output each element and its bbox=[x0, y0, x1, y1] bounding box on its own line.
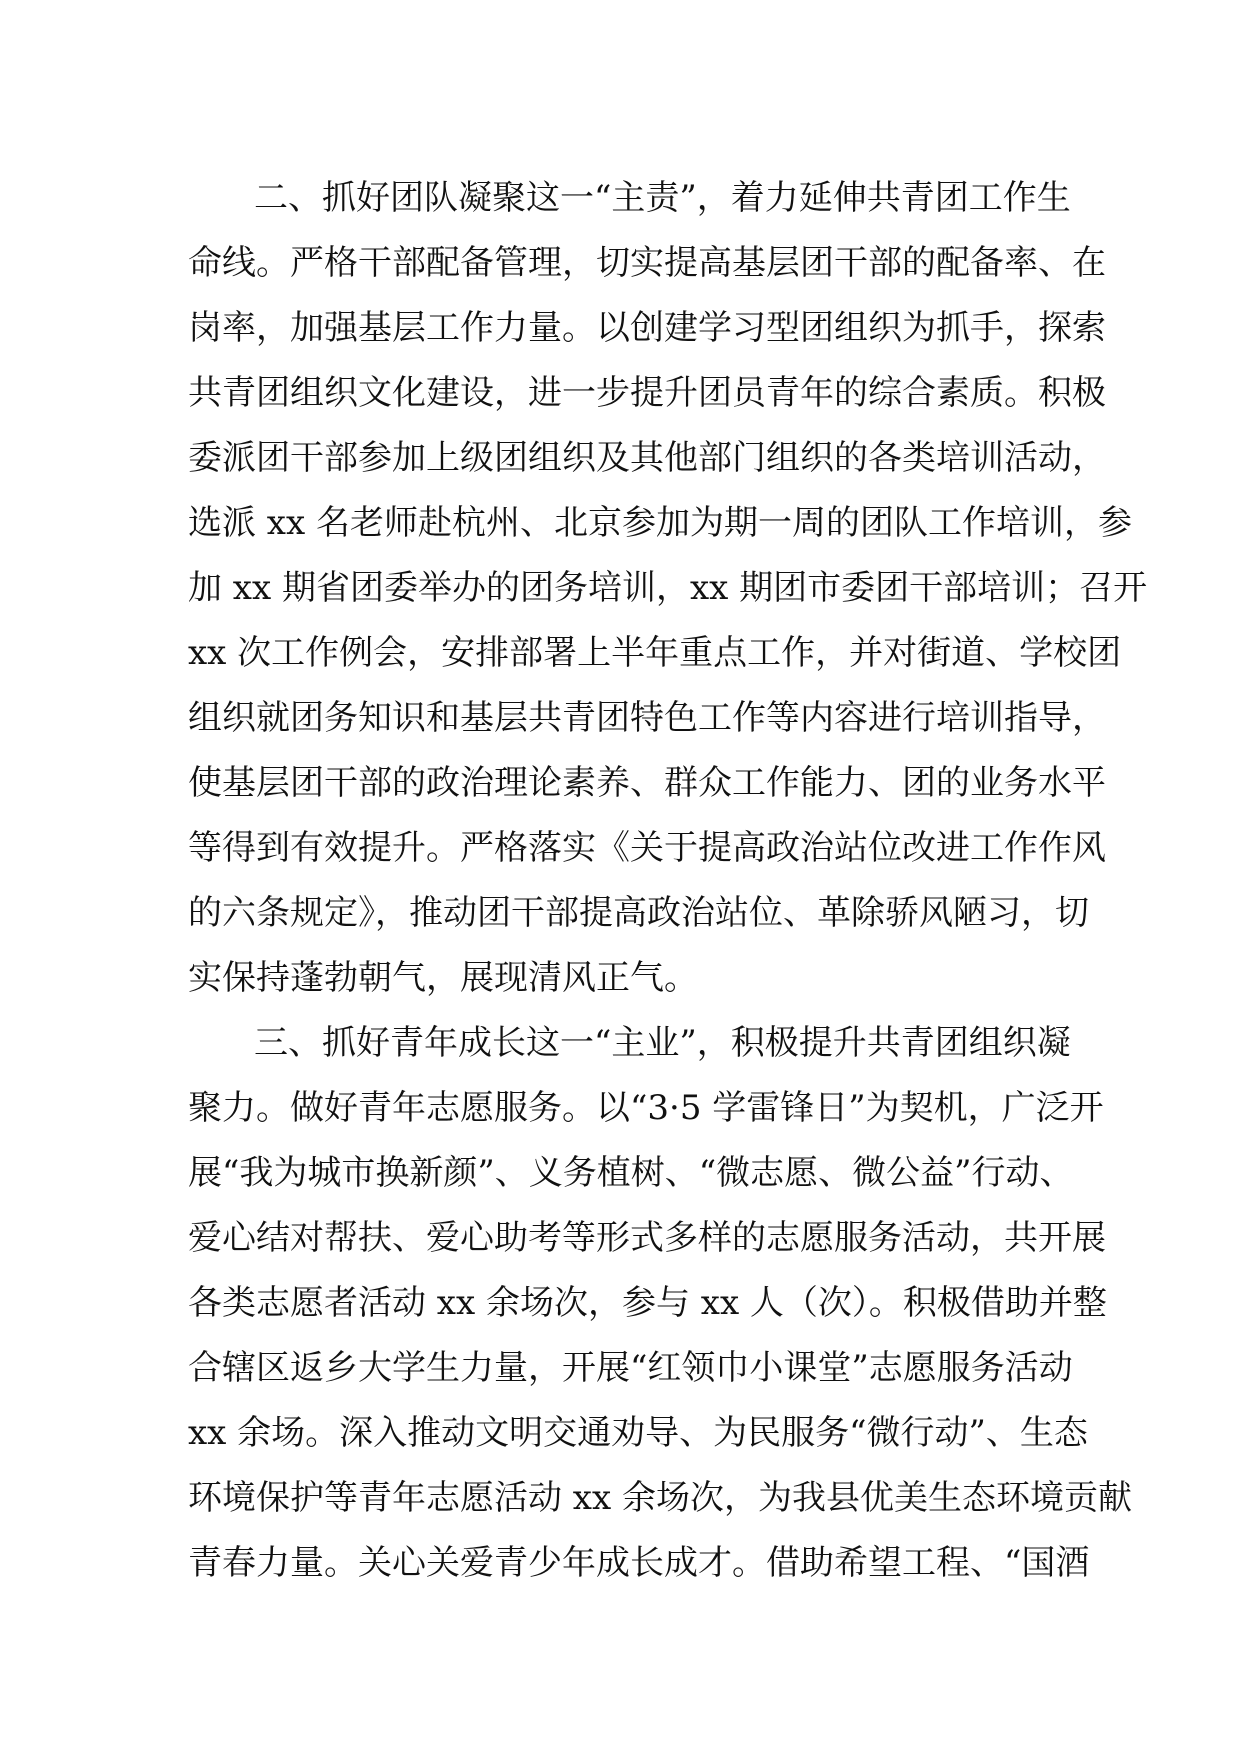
paragraph-line: 二、抓好团队凝聚这一“主责”，着力延伸共青团工作生 bbox=[254, 178, 1071, 218]
paragraph-line: 使基层团干部的政治理论素养、群众工作能力、团的业务水平 bbox=[188, 763, 1106, 803]
paragraph-line: 加 xx 期省团委举办的团务培训，xx 期团市委团干部培训；召开 bbox=[188, 568, 1148, 608]
paragraph-line: 环境保护等青年志愿活动 xx 余场次，为我县优美生态环境贡献 bbox=[188, 1478, 1132, 1518]
paragraph-line: xx 次工作例会，安排部署上半年重点工作，并对街道、学校团 bbox=[188, 633, 1122, 673]
paragraph-line: 组织就团务知识和基层共青团特色工作等内容进行培训指导， bbox=[188, 698, 1106, 738]
paragraph-line: 爱心结对帮扶、爱心助考等形式多样的志愿服务活动，共开展 bbox=[188, 1218, 1106, 1258]
paragraph-section-3 bbox=[188, 1011, 1132, 1596]
paragraph-line: xx 余场。深入推动文明交通劝导、为民服务“微行动”、生态 bbox=[188, 1413, 1088, 1453]
document-body bbox=[188, 166, 1148, 1596]
paragraph-line: 选派 xx 名老师赴杭州、北京参加为期一周的团队工作培训，参 bbox=[188, 503, 1132, 543]
paragraph-line: 合辖区返乡大学生力量，开展“红领巾小课堂”志愿服务活动 bbox=[188, 1348, 1073, 1388]
paragraph-line: 实保持蓬勃朝气，展现清风正气。 bbox=[188, 958, 698, 998]
paragraph-line: 的六条规定》，推动团干部提高政治站位、革除骄风陋习，切 bbox=[188, 893, 1089, 933]
paragraph-line: 岗率，加强基层工作力量。以创建学习型团组织为抓手，探索 bbox=[188, 308, 1106, 348]
paragraph-line: 三、抓好青年成长这一“主业”，积极提升共青团组织凝 bbox=[254, 1023, 1071, 1063]
paragraph-line: 各类志愿者活动 xx 余场次，参与 xx 人（次）。积极借助并整 bbox=[188, 1283, 1107, 1323]
paragraph-line: 青春力量。关心关爱青少年成长成才。借助希望工程、“国酒 bbox=[188, 1543, 1090, 1583]
paragraph-line: 聚力。做好青年志愿服务。以“3·5 学雷锋日”为契机，广泛开 bbox=[188, 1088, 1104, 1128]
paragraph-line: 展“我为城市换新颜”、义务植树、“微志愿、微公益”行动、 bbox=[188, 1153, 1074, 1193]
paragraph-line: 命线。严格干部配备管理，切实提高基层团干部的配备率、在 bbox=[188, 243, 1106, 283]
paragraph-section-2 bbox=[188, 166, 1148, 1011]
paragraph-line: 委派团干部参加上级团组织及其他部门组织的各类培训活动， bbox=[188, 438, 1106, 478]
paragraph-line: 等得到有效提升。严格落实《关于提高政治站位改进工作作风 bbox=[188, 828, 1106, 868]
paragraph-line: 共青团组织文化建设，进一步提升团员青年的综合素质。积极 bbox=[188, 373, 1106, 413]
